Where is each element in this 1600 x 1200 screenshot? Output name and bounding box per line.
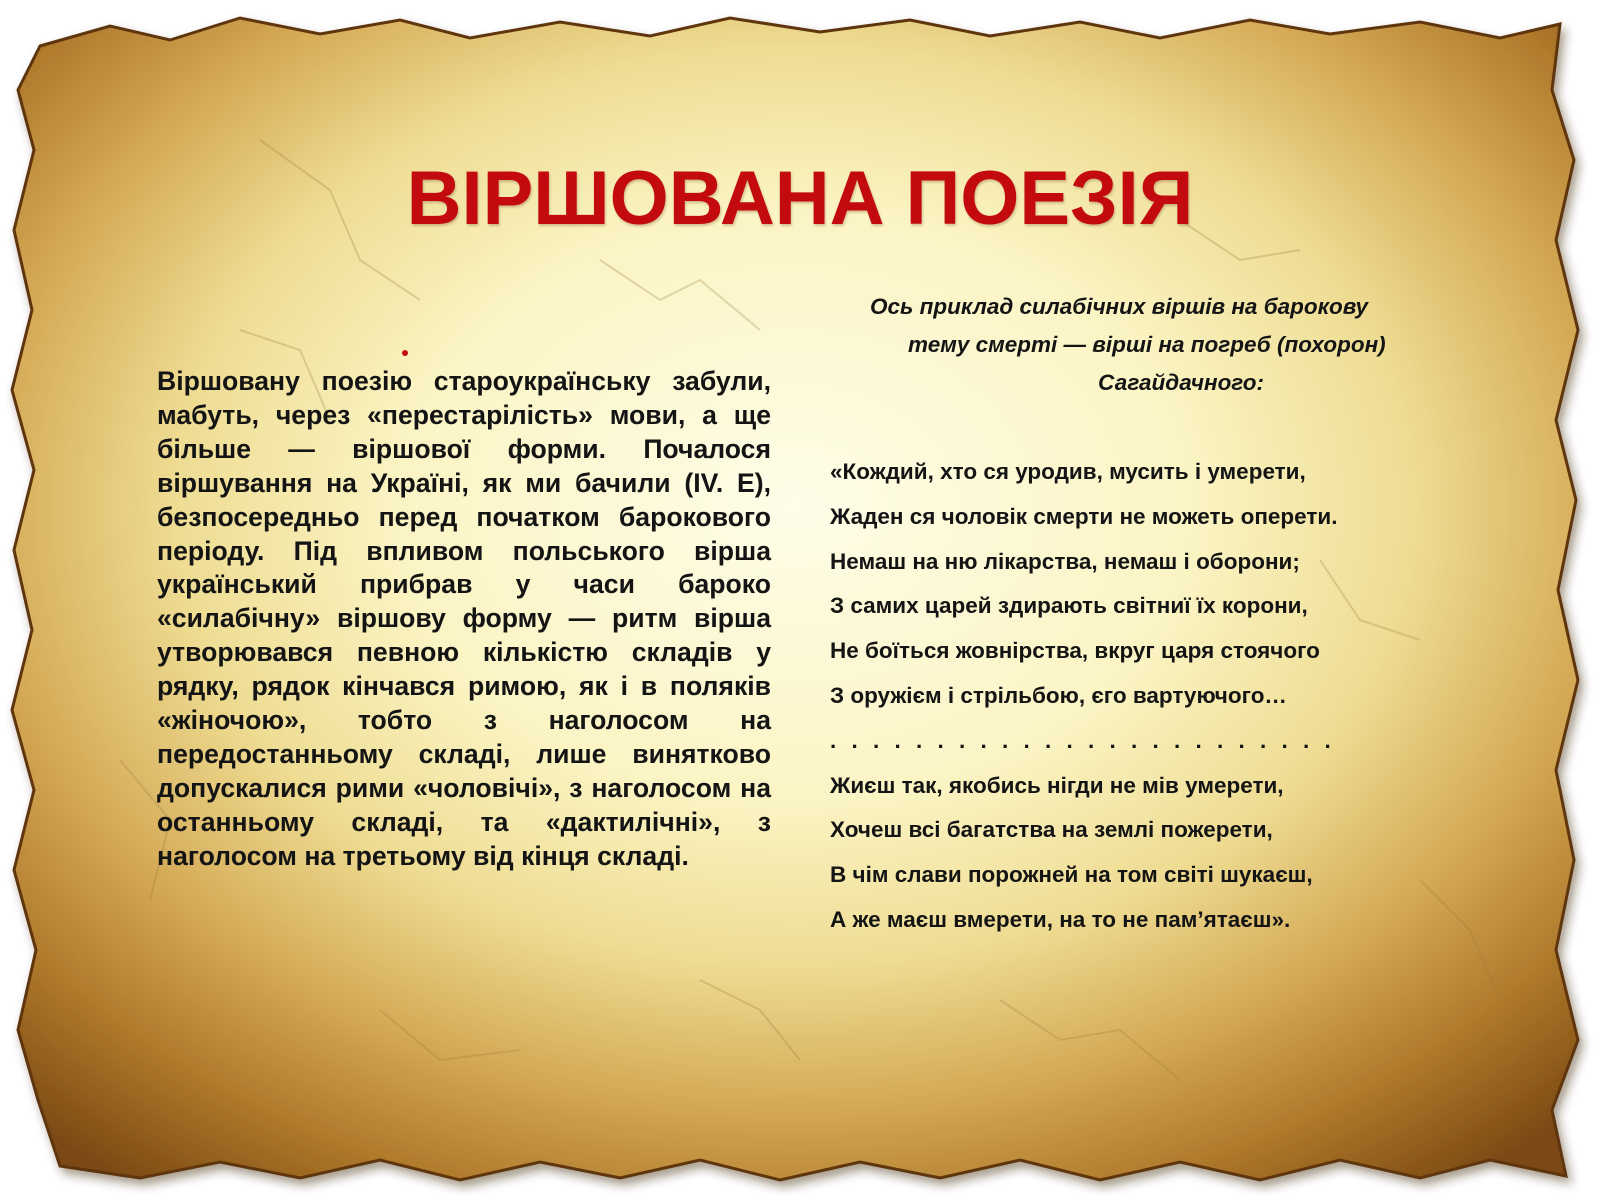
example-intro-line: тему смерті — вірші на погреб (похорон) (908, 332, 1386, 357)
poem-line: Хочеш всі багатства на землі пожерети, (830, 817, 1273, 843)
bullet-dot (402, 350, 408, 356)
poem-line: Жиєш так, якобись нігди не мів умерети, (830, 772, 1284, 798)
poem-line: Жаден ся чоловік смерти не можеть оперети. (830, 503, 1338, 529)
poem-line: З самих царей здирають світниї їх корони, (830, 593, 1308, 619)
body-paragraph: Віршовану поезію староукраїнську забули, мабуть, через «перестарілість» мови, а ще більше — віршової форми. Почалося віршування на Україні, як ми бачили (IV. Е), безпосередньо перед початком барокового періоду. Під впливом польського вірша український прибрав у часи бароко «силабічну» віршову форму — ритм вірша утворювався певною кількістю складів у рядку, рядок кінчався римою, як і в поляків «жіночою», тобто з наголосом на передостанньому складі, лише винятково допускалися рими «чоловічі», з наголосом на останньому складі, та «дактилічні», з наголосом на третьому від кінця складі. (157, 366, 771, 871)
poem-line: Не боїться жовнірства, вкруг царя стоячого (830, 638, 1320, 664)
poem-line: В чім слави порожней на том світі шукаєш, (830, 862, 1313, 888)
poem-excerpt (830, 450, 1530, 943)
example-intro (846, 288, 1486, 402)
poem-line: Немаш на ню лікарства, немаш і оборони; (830, 548, 1300, 574)
poem-line: А же маєш вмерети, на то не пам’ятаєш». (830, 906, 1291, 932)
poem-ellipsis-line: . . . . . . . . . . . . . . . . . . . . . . . . (830, 727, 1336, 753)
example-intro-line: Ось приклад силабічних віршів на барокову (870, 294, 1369, 319)
slide-title: ВІРШОВАНА ПОЕЗІЯ (406, 155, 1194, 241)
example-intro-line: Сагайдачного: (1098, 370, 1264, 395)
poem-line: З оружієм і стрільбою, єго вартуючого… (830, 682, 1287, 708)
poem-line: «Кождий, хто ся уродив, мусить і умерети, (830, 459, 1306, 484)
